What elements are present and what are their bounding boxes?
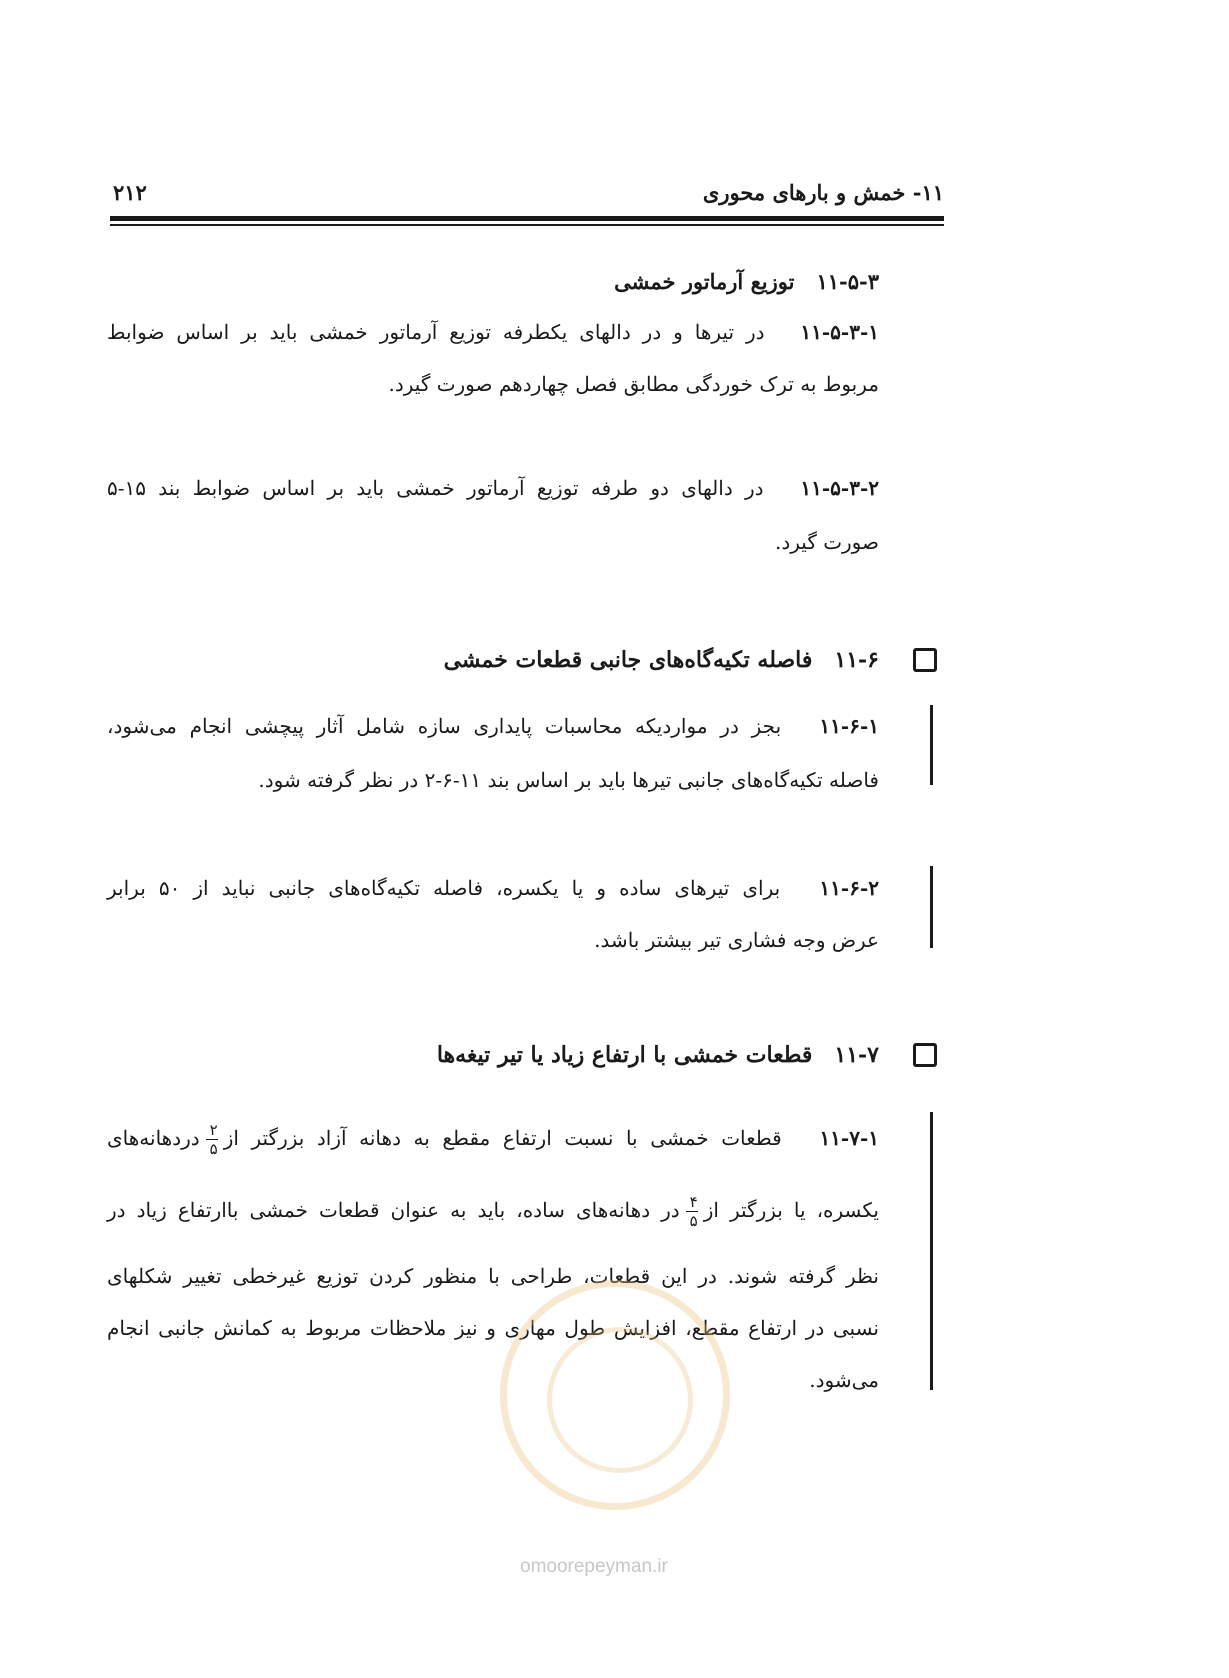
paragraph-line <box>107 468 879 508</box>
clause-text: دردهانه‌های <box>107 1126 200 1150</box>
clause-text: در دالهای دو طرفه توزیع آرماتور خمشی باید بر اساس ضوابط بند ۱۵-۵ <box>107 476 764 500</box>
clause-text: در دهانه‌های ساده، باید به عنوان قطعات خمشی باارتفاع زیاد در <box>107 1198 680 1222</box>
change-bar <box>930 1112 933 1390</box>
paragraph-line: مربوط به ترک خوردگی مطابق فصل چهاردهم صورت گیرد. <box>388 372 879 396</box>
change-bar <box>930 866 933 948</box>
section-number: ۱۱-۵-۳ <box>816 269 879 294</box>
clause-text: در تیرها و در دالهای یکطرفه توزیع آرماتور خمشی باید بر اساس ضوابط <box>107 320 765 344</box>
clause-text: برای تیرهای ساده و یا یکسره، فاصله تکیه‌گاه‌های جانبی نباید از ۵۰ برابر <box>107 876 781 900</box>
change-bar <box>930 705 933 785</box>
section-number: ۱۱-۷ <box>834 1042 879 1068</box>
section-title: فاصله تکیه‌گاه‌های جانبی قطعات خمشی <box>443 647 813 673</box>
paragraph-line: نسبی در ارتفاع مقطع، افزایش طول مهاری و نیز ملاحظات مربوط به کمانش جانبی انجام <box>107 1316 879 1340</box>
watermark-site: omoorepeyman.ir <box>520 1556 668 1577</box>
clause-number: ۱۱-۶-۲ <box>819 876 879 900</box>
clause-text: قطعات خمشی با نسبت ارتفاع مقطع به دهانه آزاد بزرگتر از <box>223 1126 782 1150</box>
fraction <box>686 1194 698 1230</box>
section-title: قطعات خمشی با ارتفاع زیاد یا تیر تیغه‌ها <box>436 1042 813 1068</box>
paragraph-line <box>107 1190 879 1230</box>
section-checkbox <box>913 1043 937 1067</box>
paragraph-line <box>107 312 879 352</box>
clause-text: یکسره، یا بزرگتر از <box>703 1198 879 1222</box>
section-heading-11-7 <box>437 1035 879 1075</box>
fraction-numerator: ۴ <box>689 1192 698 1211</box>
fraction <box>206 1122 218 1158</box>
fraction-denominator: ۵ <box>209 1140 218 1159</box>
paragraph-line: فاصله تکیه‌گاه‌های جانبی تیرها باید بر اساس بند ۱۱-۶-۲ در نظر گرفته شود. <box>258 768 879 792</box>
paragraph-line <box>107 706 879 746</box>
section-heading-11-5-3 <box>614 262 879 302</box>
clause-number: ۱۱-۵-۳-۲ <box>800 476 879 500</box>
section-heading-11-6 <box>444 640 879 680</box>
paragraph-line: نظر گرفته شوند. در این قطعات، طراحی با منظور کردن توزیع غیرخطی تغییر شکلهای <box>107 1264 879 1288</box>
section-title: توزیع آرماتور خمشی <box>614 269 795 294</box>
header-rule-thin <box>110 224 944 226</box>
chapter-title: ۱۱- خمش و بارهای محوری <box>702 180 944 205</box>
clause-number: ۱۱-۷-۱ <box>819 1126 880 1150</box>
page-number: ۲۱۲ <box>113 180 147 205</box>
clause-number: ۱۱-۵-۳-۱ <box>800 320 879 344</box>
paragraph-line <box>107 1118 879 1158</box>
paragraph-line: عرض وجه فشاری تیر بیشتر باشد. <box>594 928 879 952</box>
section-number: ۱۱-۶ <box>834 647 879 673</box>
clause-text: بجز در مواردیکه محاسبات پایداری سازه شامل آثار پیچشی انجام می‌شود، <box>107 714 782 738</box>
fraction-numerator: ۲ <box>209 1120 218 1139</box>
paragraph-line: صورت گیرد. <box>774 530 879 554</box>
fraction-denominator: ۵ <box>689 1212 698 1231</box>
header-rule-thick <box>110 216 944 221</box>
clause-number: ۱۱-۶-۱ <box>819 714 879 738</box>
paragraph-line <box>107 868 879 908</box>
paragraph-line: می‌شود. <box>809 1368 879 1392</box>
section-checkbox <box>913 648 937 672</box>
